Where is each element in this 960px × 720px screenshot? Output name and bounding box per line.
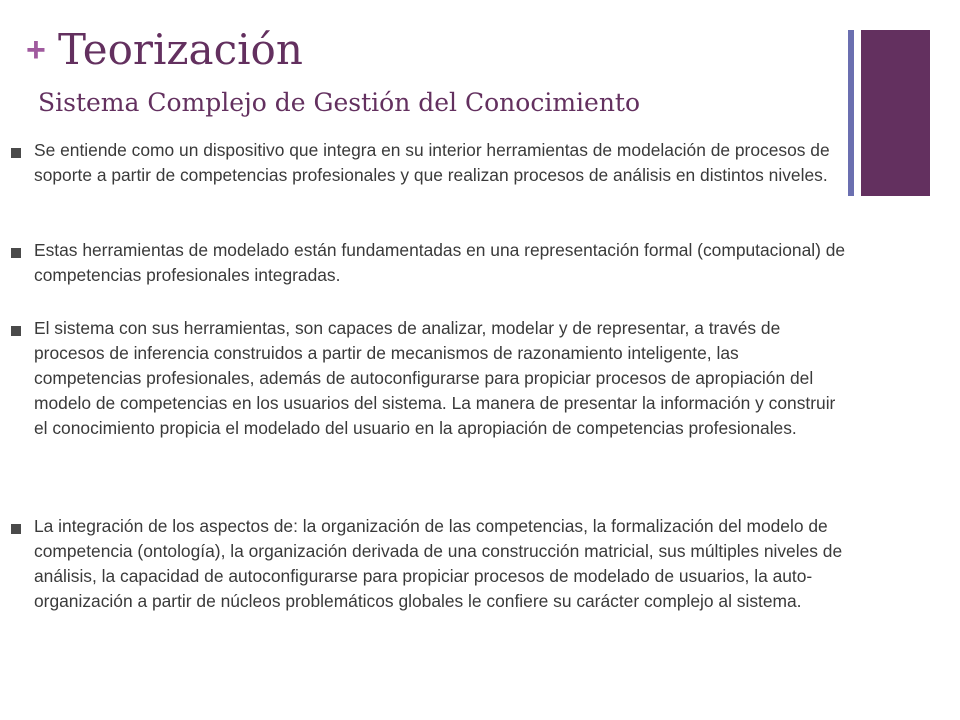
bullet-text: El sistema con sus herramientas, son capaces de analizar, modelar y de representar, a través de procesos de inferencia construidos a partir de mecanismos de razonamiento inteligente, las competencias profesionales, además de autoconfigurarse para propiciar procesos de apropiación del modelo de competencias en los usuarios del sistema. La manera de presentar la información y construir el conocimiento propicia el modelado del usuario en la apropiación de competencias profesionales.: [34, 318, 836, 438]
plus-icon: +: [26, 31, 46, 69]
accent-bar-thick: [861, 30, 930, 196]
bullet-item: [0, 316, 846, 441]
square-bullet-icon: [11, 248, 21, 258]
bullet-item: [0, 514, 846, 614]
slide-subtitle: Sistema Complejo de Gestión del Conocimiento: [38, 88, 641, 117]
bullet-text: La integración de los aspectos de: la organización de las competencias, la formalización del modelo de competencia (ontología), la organización derivada de una construcción matricial, sus múltiples niveles de análisis, la capacidad de autoconfigurarse para propiciar procesos de modelado de usuarios, la auto-organización a partir de núcleos problemáticos globales le confiere su carácter complejo al sistema.: [34, 516, 843, 611]
bullet-item: [0, 238, 846, 288]
bullet-text: Estas herramientas de modelado están fundamentadas en una representación formal (computacional) de competencias profesionales integradas.: [34, 240, 846, 285]
accent-bar-thin: [848, 30, 854, 196]
slide-title: Teorización: [58, 25, 303, 74]
bullet-text: Se entiende como un dispositivo que integra en su interior herramientas de modelación de procesos de soporte a partir de competencias profesionales y que realizan procesos de análisis en distintos niveles.: [34, 140, 830, 185]
square-bullet-icon: [11, 524, 21, 534]
square-bullet-icon: [11, 148, 21, 158]
bullet-item: [0, 138, 846, 188]
square-bullet-icon: [11, 326, 21, 336]
